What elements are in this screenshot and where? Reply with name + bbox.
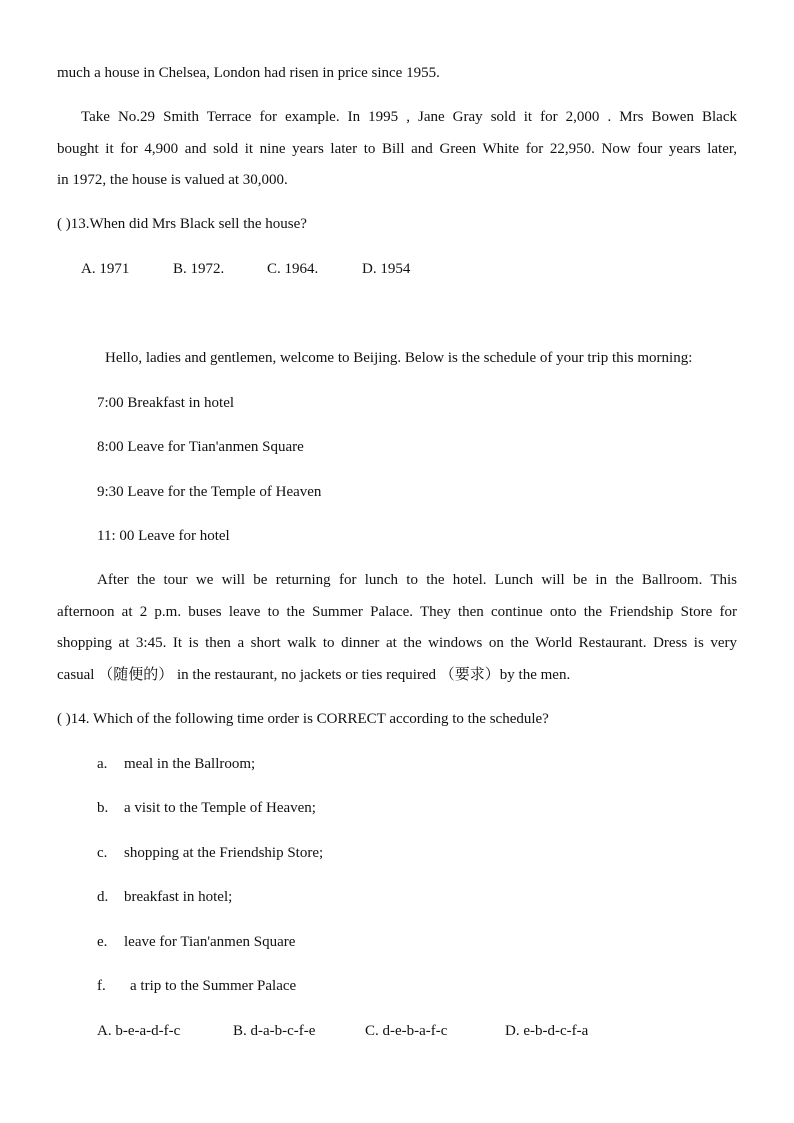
question-13-options <box>0 259 794 279</box>
question-14-stem: ( )14. Which of the following time order is CORRECT according to the schedule? <box>57 711 549 727</box>
q13-option-a: A. 1971 <box>81 261 130 277</box>
q14-option-d: D. e-b-d-c-f-a <box>505 1023 589 1039</box>
q14-item-text: a visit to the Temple of Heaven; <box>124 800 316 816</box>
q14-item <box>97 843 324 863</box>
passage2-paragraph-line: afternoon at 2 p.m. buses leave to the Summer Palace. They then continue onto the Friendship Store for <box>57 604 737 620</box>
passage1-line: in 1972, the house is valued at 30,000. <box>57 172 288 188</box>
passage2-intro: Hello, ladies and gentlemen, welcome to Beijing. Below is the schedule of your trip this morning: <box>105 350 693 366</box>
schedule-item: 9:30 Leave for the Temple of Heaven <box>97 484 322 500</box>
passage1-line: much a house in Chelsea, London had risen in price since 1955. <box>57 65 440 81</box>
q14-item-letter: c. <box>97 845 108 861</box>
q14-item <box>97 798 316 818</box>
q14-item-text: breakfast in hotel; <box>124 889 233 905</box>
passage2-paragraph-line: casual （随便的） in the restaurant, no jackets or ties required （要求）by the men. <box>57 667 571 683</box>
q14-item-letter: b. <box>97 800 109 816</box>
q14-item <box>97 976 297 996</box>
q14-item-text: meal in the Ballroom; <box>124 756 256 772</box>
q14-item <box>97 887 233 907</box>
q14-item-text: a trip to the Summer Palace <box>130 978 297 994</box>
passage1-line: bought it for 4,900 and sold it nine years later to Bill and Green White for 22,950. Now four years later, <box>57 141 737 157</box>
q14-option-a: A. b-e-a-d-f-c <box>97 1023 181 1039</box>
q14-item-letter: e. <box>97 934 108 950</box>
passage1-line: Take No.29 Smith Terrace for example. In 1995 , Jane Gray sold it for 2,000 . Mrs Bowen Black <box>81 109 737 125</box>
schedule-item: 11: 00 Leave for hotel <box>97 528 230 544</box>
question-13-stem: ( )13.When did Mrs Black sell the house? <box>57 216 307 232</box>
q13-option-c: C. 1964. <box>267 261 319 277</box>
question-14-options <box>0 1021 794 1041</box>
q14-item <box>97 754 256 774</box>
passage2-paragraph-line: shopping at 3:45. It is then a short walk to dinner at the windows on the World Restaurant. Dress is very <box>57 635 737 651</box>
q14-option-b: B. d-a-b-c-f-e <box>233 1023 316 1039</box>
q14-item-letter: a. <box>97 756 108 772</box>
q13-option-b: B. 1972. <box>173 261 225 277</box>
q14-item-letter: d. <box>97 889 109 905</box>
q14-item-text: leave for Tian'anmen Square <box>124 934 296 950</box>
schedule-item: 8:00 Leave for Tian'anmen Square <box>97 439 304 455</box>
passage2-paragraph-line: After the tour we will be returning for lunch to the hotel. Lunch will be in the Ballroom. This <box>97 572 737 588</box>
q13-option-d: D. 1954 <box>362 261 411 277</box>
q14-item-letter: f. <box>97 978 106 994</box>
schedule-item: 7:00 Breakfast in hotel <box>97 395 235 411</box>
q14-item-text: shopping at the Friendship Store; <box>124 845 324 861</box>
q14-option-c: C. d-e-b-a-f-c <box>365 1023 448 1039</box>
q14-item <box>97 932 296 952</box>
